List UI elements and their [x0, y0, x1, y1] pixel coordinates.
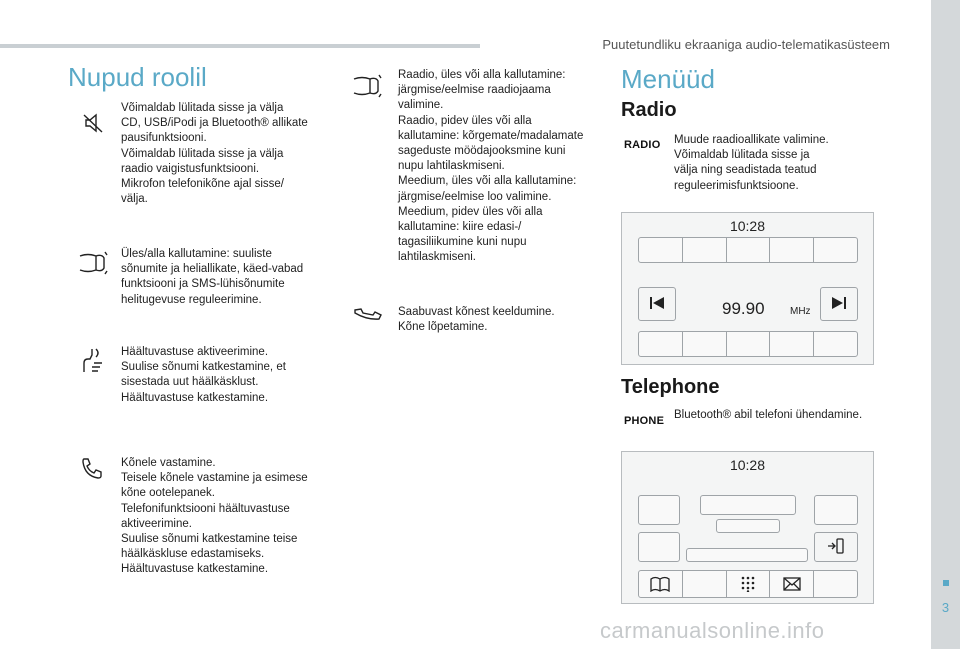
preset-slot[interactable] [814, 238, 857, 262]
preset-slot[interactable] [770, 238, 814, 262]
section-heading-steering: Nupud roolil [68, 62, 207, 92]
middle-text-2: Saabuvast kõnest keeldumine. Kõne lõpetamine. [398, 306, 555, 334]
thumbwheel-icon [78, 250, 108, 276]
preset-slot[interactable] [683, 332, 727, 356]
phone-center-field-bottom[interactable] [686, 548, 808, 562]
preset-slot[interactable] [683, 238, 727, 262]
radio-text: Muude raadioallikate valimine. Võimaldab lülitada sisse ja välja ning seadistada teatud reguleerimisfunktsioone. [674, 134, 829, 192]
phone-clock: 10:28 [729, 457, 766, 473]
thumbwheel-icon-2 [352, 73, 382, 99]
empty-slot[interactable] [814, 571, 857, 597]
keypad-icon[interactable] [727, 571, 771, 597]
watermark: carmanualsonline.info [600, 618, 825, 643]
next-track-icon [832, 297, 846, 312]
preset-slot[interactable] [814, 332, 857, 356]
radio-preset-row-bottom [638, 331, 858, 357]
radio-frequency: 99.90 [722, 299, 765, 318]
preset-slot[interactable] [639, 332, 683, 356]
phone-bottom-toolbar [638, 570, 858, 598]
left-text-4: Kõnele vastamine. Teisele kõnele vastamine ja esimese kõne ootelepanek. Telefonifunktsiooni häältuvastuse aktiveerimine. Suulise sõnumi katkestamine teise häälkäskluse edastamiseks. Häältuvastuse katkestamine. [121, 457, 308, 576]
phone-left-button-top[interactable] [638, 495, 680, 525]
previous-button[interactable] [638, 287, 676, 321]
middle-text-1: Raadio, üles või alla kallutamine: järgmise/eelmise raadiojaama valimine. Raadio, pidev üles või alla kallutamine: kõrgemate/madalamate sageduste möödajooksmine kuni nupu lahtilaskmiseni. Meedium, üles või alla kallutamine: järgmise/eelmise loo valimine. Meedium, pidev üles või alla kallutamine: kiire edasi-/ tagasiliikumine kuni nupu lahtilaskmiseni. [398, 69, 584, 264]
phone-right-button-top[interactable] [814, 495, 858, 525]
header-title: Puutetundliku ekraaniga audio-telematikasüsteem [602, 37, 890, 52]
left-text-1: Võimaldab lülitada sisse ja välja CD, USB/iPodi ja Bluetooth® allikate pausifunktsiooni. Võimaldab lülitada sisse ja välja raadio vaigistusfunktsiooni. Mikrofon telefonikõne ajal sisse/ välja. [121, 102, 308, 206]
subheading-radio: Radio [621, 99, 677, 121]
radio-frequency-unit: MHz [790, 306, 811, 317]
phone-center-field-small[interactable] [716, 519, 780, 533]
contacts-book-icon[interactable] [639, 571, 683, 597]
preset-slot[interactable] [727, 332, 771, 356]
phone-center-field-top[interactable] [700, 495, 796, 515]
phone-answer-icon [80, 456, 104, 480]
empty-slot[interactable] [683, 571, 727, 597]
phone-hangup-icon [353, 306, 383, 322]
phone-screen [621, 451, 874, 604]
preset-slot[interactable] [639, 238, 683, 262]
previous-track-icon [650, 297, 664, 312]
phone-left-button-bottom[interactable] [638, 532, 680, 562]
preset-slot[interactable] [770, 332, 814, 356]
header-rule [0, 44, 480, 48]
telephone-text: Bluetooth® abil telefoni ühendamine. [674, 409, 863, 421]
phone-transfer-button[interactable] [814, 532, 858, 562]
radio-clock: 10:28 [729, 218, 766, 234]
left-text-3: Häältuvastuse aktiveerimine. Suulise sõnumi katkestamine, et sisestada uut häälkäsklust. Häältuvastuse katkestamine. [121, 346, 286, 404]
section-heading-menus: Menüüd [621, 64, 715, 94]
envelope-icon[interactable] [770, 571, 814, 597]
radio-preset-row-top [638, 237, 858, 263]
left-text-2: Üles/alla kallutamine: suuliste sõnumite ja heliallikate, käed-vabad funktsiooni ja SMS-lühisõnumite helitugevuse reguleerimine. [121, 248, 304, 306]
phone-transfer-icon [827, 538, 845, 557]
preset-slot[interactable] [727, 238, 771, 262]
mute-speaker-icon [83, 112, 105, 134]
side-band [931, 0, 960, 649]
radio-button-label: RADIO [624, 139, 661, 151]
voice-command-icon [80, 345, 106, 373]
next-button[interactable] [820, 287, 858, 321]
radio-screen [621, 212, 874, 365]
subheading-telephone: Telephone [621, 376, 720, 398]
phone-button-label: PHONE [624, 415, 665, 427]
page-number: 3 [941, 600, 950, 615]
page-marker [943, 580, 949, 586]
